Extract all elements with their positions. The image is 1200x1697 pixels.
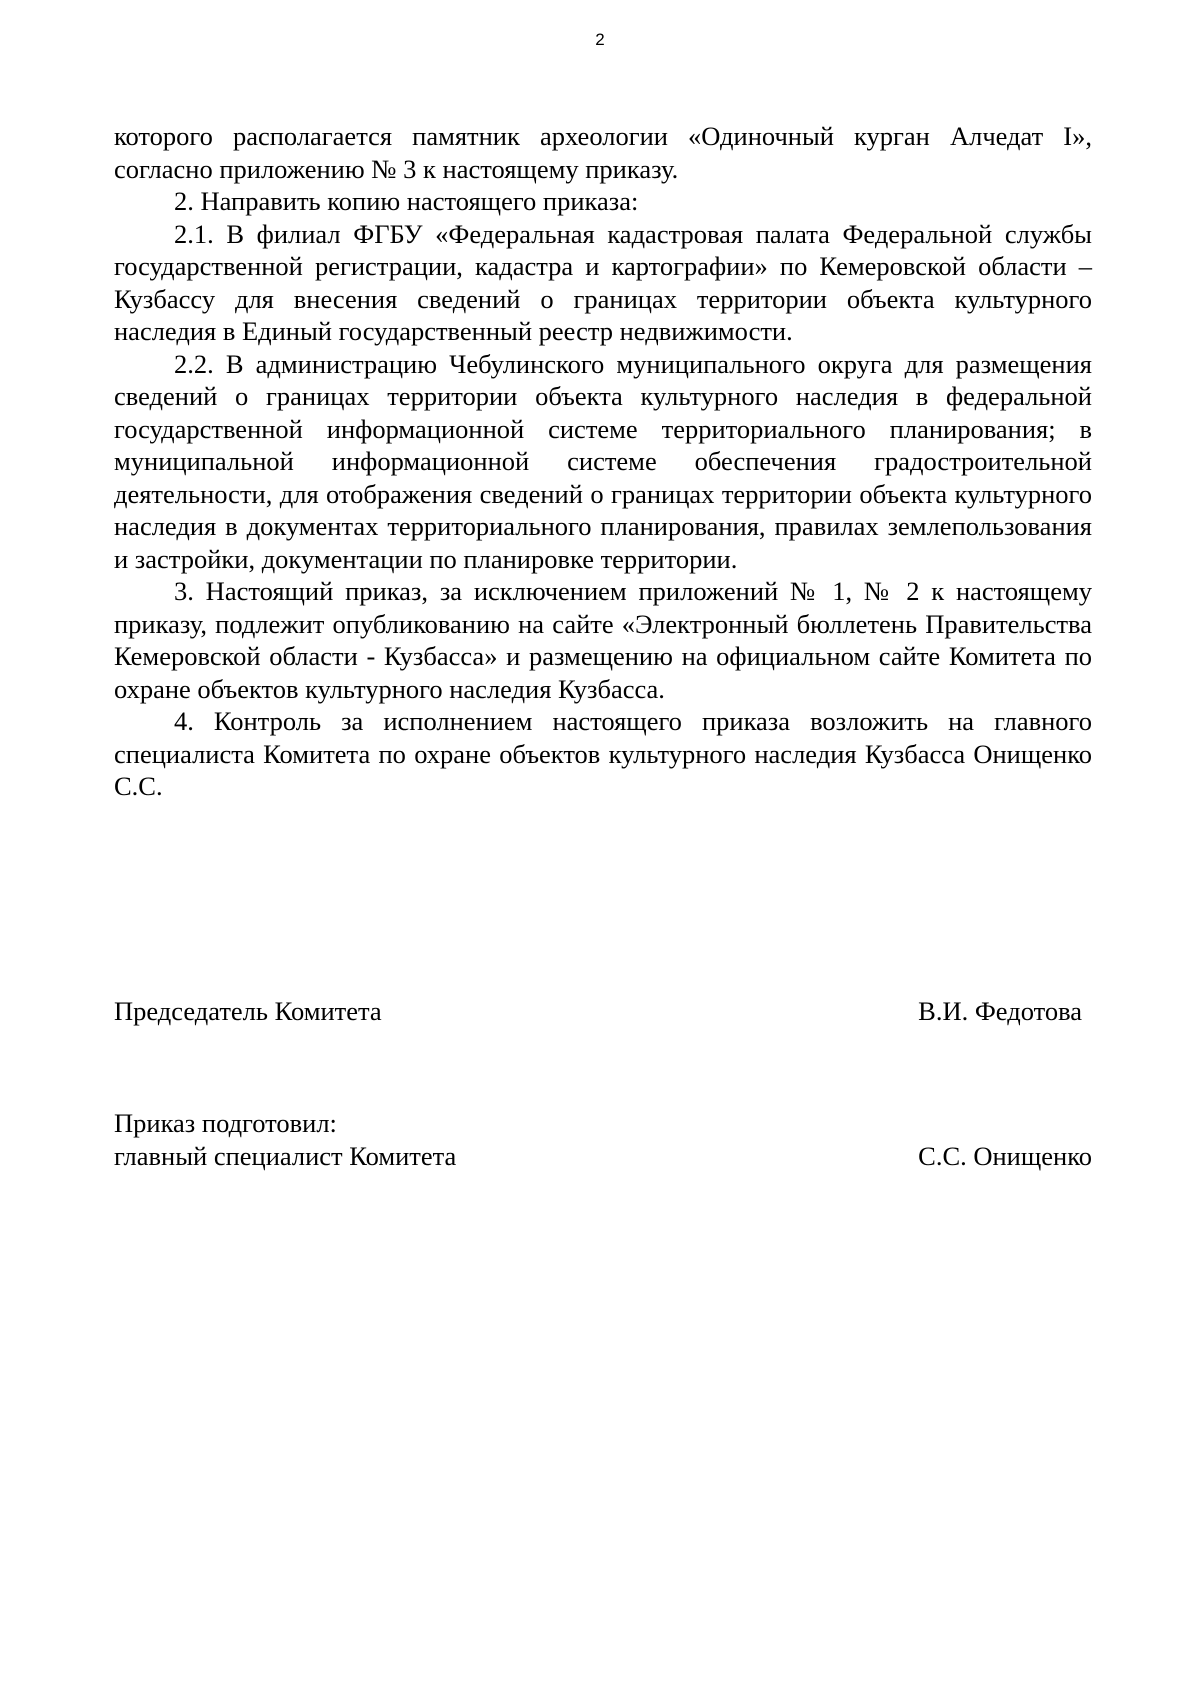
signatory-name: В.И. Федотова (918, 996, 1082, 1026)
paragraph-item-3: 3. Настоящий приказ, за исключением приложений № 1, № 2 к настоящему приказу, подлежит опубликованию на сайте «Электронный бюллетень Правительства Кемеровской области - Кузбасса» и размещению на официальном сайте Комитета по охране объектов культурного наследия Кузбасса. (114, 576, 1092, 704)
document-body (114, 120, 1092, 803)
signatory-position: Председатель Комитета (114, 996, 382, 1026)
prepared-by-label: Приказ подготовил: (114, 1108, 337, 1138)
paragraph-item-4: 4. Контроль за исполнением настоящего приказа возложить на главного специалиста Комитета по охране объектов культурного наследия Кузбасса Онищенко С.С. (114, 706, 1092, 801)
paragraph-continuation: которого располагается памятник археологии «Одиночный курган Алчедат I», согласно приложению № 3 к настоящему приказу. (114, 121, 1092, 184)
prepared-by-block (114, 1107, 1092, 1172)
paragraph-item-2: 2. Направить копию настоящего приказа: (174, 186, 639, 216)
page-number: 2 (595, 30, 605, 49)
prepared-by-text (114, 1107, 456, 1172)
paragraph-item-2-2: 2.2. В администрацию Чебулинского муниципального округа для размещения сведений о границах территории объекта культурного наследия в федеральной государственной информационной системе территориального планирования; в муниципальной информационной системе обеспечения градостроительной деятельности, для отображения сведений о границах территории объекта культурного наследия в документах территориального планирования, правилах землепользования и застройки, документации по планировке территории. (114, 348, 1092, 574)
prepared-by-position: главный специалист Комитета (114, 1140, 457, 1171)
signature-block (114, 995, 1092, 1028)
paragraph-item-2-1: 2.1. В филиал ФГБУ «Федеральная кадастровая палата Федеральной службы государственной регистрации, кадастра и картографии» по Кемеровской области – Кузбассу для внесения сведений о границах территории объекта культурного наследия в Единый государственный реестр недвижимости. (114, 218, 1092, 346)
prepared-by-name: С.С. Онищенко (918, 1140, 1092, 1171)
